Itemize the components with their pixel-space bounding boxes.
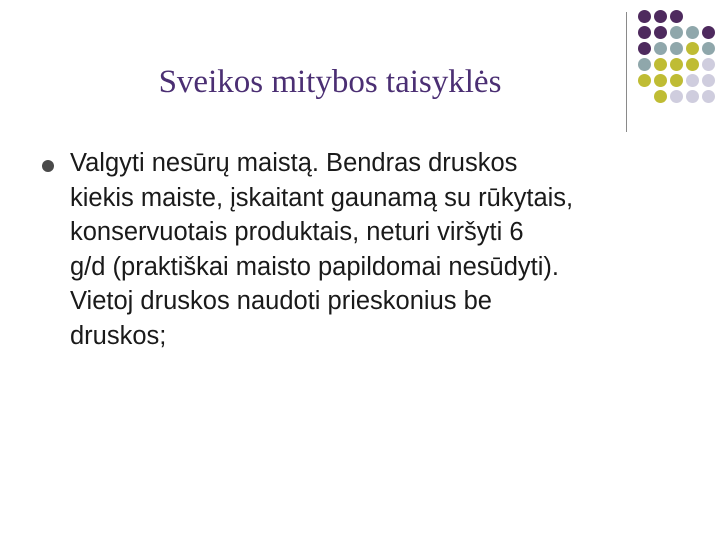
decorative-dot — [702, 90, 715, 103]
bullet-icon — [42, 160, 54, 172]
decorative-dot — [686, 58, 699, 71]
decorative-dot — [670, 90, 683, 103]
decorative-dot — [702, 42, 715, 55]
decorative-dot — [686, 26, 699, 39]
decorative-dot — [670, 10, 683, 23]
decorative-dot — [670, 74, 683, 87]
decorative-dot — [654, 42, 667, 55]
decorative-dot — [686, 74, 699, 87]
decorative-dot — [702, 58, 715, 71]
decorative-dot — [702, 26, 715, 39]
decorative-dot — [638, 58, 651, 71]
decorative-dot — [670, 26, 683, 39]
decorative-dot — [638, 74, 651, 87]
bullet-text: Valgyti nesūrų maistą. Bendras druskos kiekis maiste, įskaitant gaunamą su rūkytais, konservuotais produktais, neturi viršyti 6 g/d (praktiškai maisto papildomai nesūdyti). Vietoj druskos naudoti prieskonius be druskos; — [70, 149, 574, 350]
decorative-dot — [686, 42, 699, 55]
decorative-dot — [654, 58, 667, 71]
decorative-dot — [670, 58, 683, 71]
decorative-dot — [654, 10, 667, 23]
decorative-dot — [654, 26, 667, 39]
decorative-dot — [670, 42, 683, 55]
decorative-dot — [654, 74, 667, 87]
decorative-dot — [654, 90, 667, 103]
slide-title: Sveikos mitybos taisyklės — [158, 64, 502, 100]
decorative-dot — [638, 42, 651, 55]
decorative-dot — [686, 90, 699, 103]
decorative-dot — [638, 26, 651, 39]
decorative-dot — [702, 74, 715, 87]
decorative-dot — [638, 10, 651, 23]
decorative-dot-grid — [638, 10, 718, 130]
vertical-divider — [626, 12, 627, 132]
